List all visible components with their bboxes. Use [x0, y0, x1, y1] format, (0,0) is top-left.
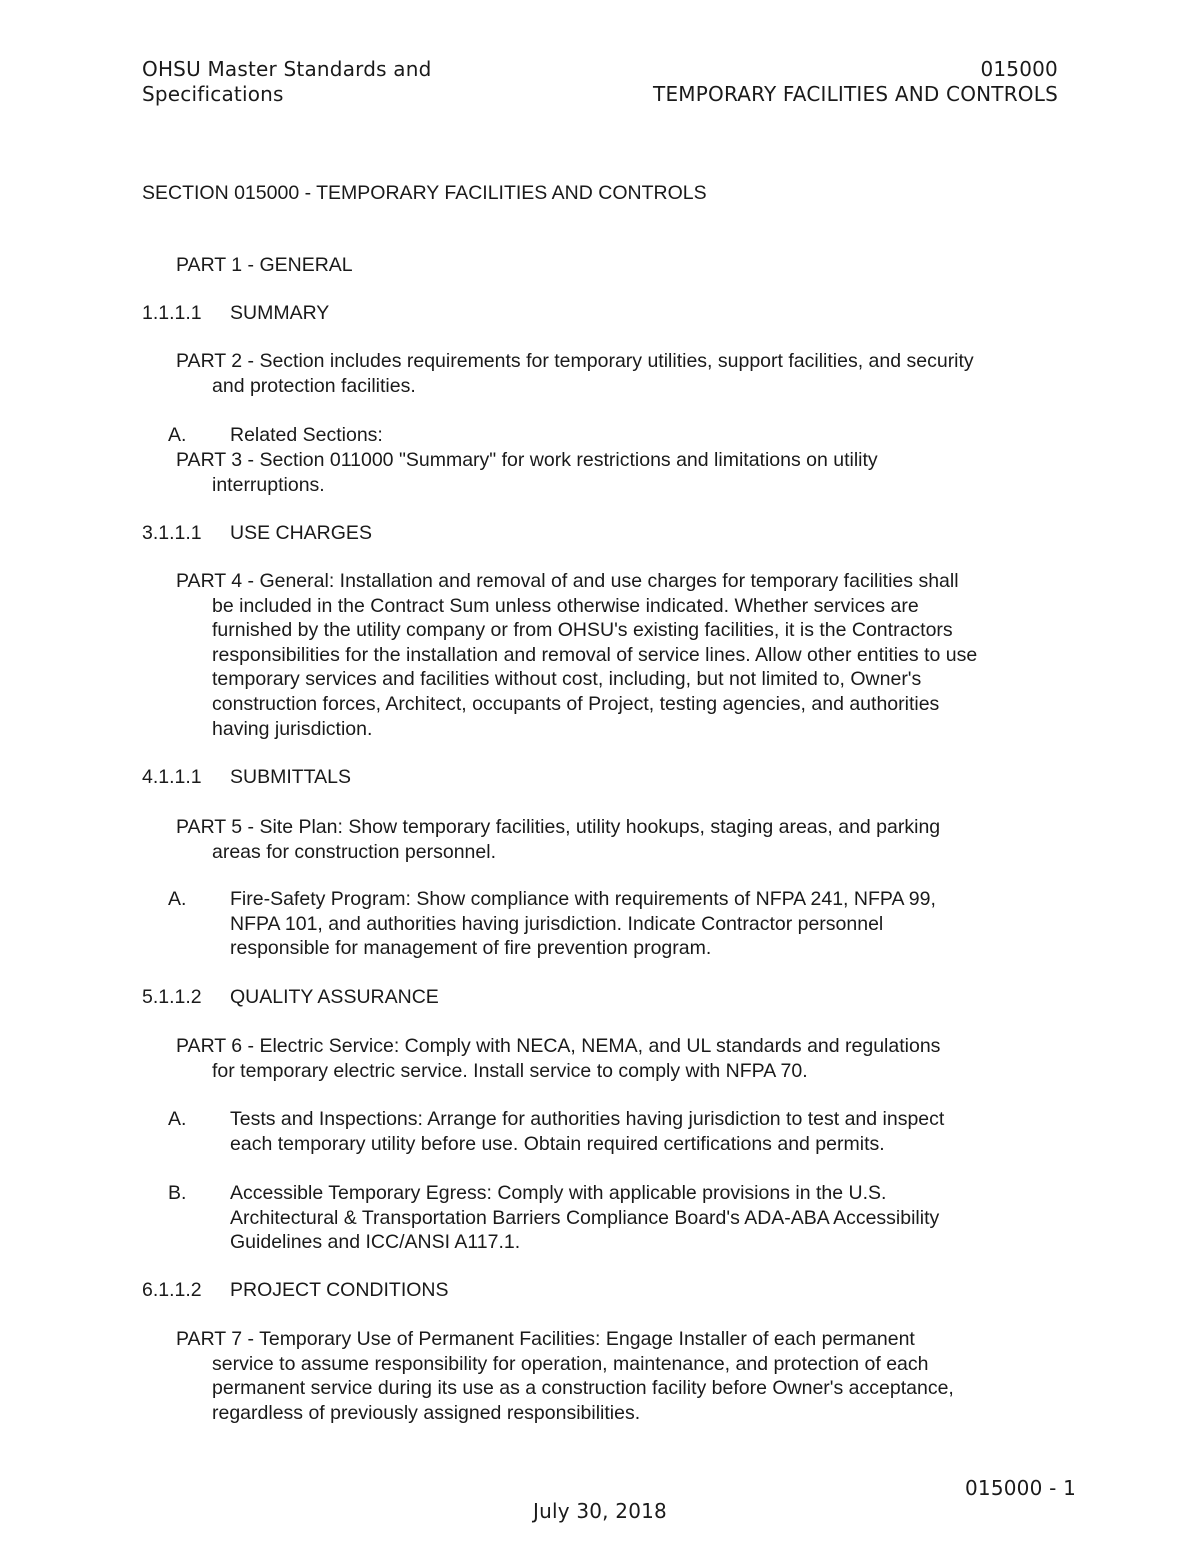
- header-right: [653, 57, 1058, 107]
- fire-safety-item: [0, 887, 1200, 962]
- part-7-paragraph: [176, 1327, 954, 1425]
- article-title: PROJECT CONDITIONS: [230, 1279, 449, 1301]
- footer-date: July 30, 2018: [533, 1499, 667, 1523]
- article-number: 3.1.1.1: [142, 522, 202, 544]
- paragraph-line: Fire-Safety Program: Show compliance with requirements of NFPA 241, NFPA 99,: [230, 888, 936, 910]
- part-2-paragraph: [176, 349, 974, 398]
- article-title: SUBMITTALS: [230, 766, 351, 788]
- paragraph-line: PART 7 - Temporary Use of Permanent Facilities: Engage Installer of each permanent: [176, 1328, 915, 1350]
- article-number: 6.1.1.2: [142, 1279, 202, 1301]
- article-title: SUMMARY: [230, 302, 330, 324]
- part-1-heading: PART 1 - GENERAL: [176, 254, 353, 276]
- paragraph-line: PART 6 - Electric Service: Comply with NECA, NEMA, and UL standards and regulations: [176, 1035, 941, 1057]
- header-section-number: 015000: [980, 57, 1058, 81]
- paragraph-line: PART 3 - Section 011000 "Summary" for work restrictions and limitations on utility: [176, 449, 878, 471]
- paragraph-line: for temporary electric service. Install service to comply with NFPA 70.: [212, 1059, 808, 1082]
- article-heading-submittals: [0, 765, 1200, 790]
- paragraph-line: furnished by the utility company or from OHSU's existing facilities, it is the Contractors: [212, 619, 953, 642]
- paragraph-line: interruptions.: [212, 473, 325, 496]
- page-number: 015000 - 1: [964, 1476, 1076, 1500]
- article-title: QUALITY ASSURANCE: [230, 986, 439, 1008]
- item-text: [230, 1181, 939, 1255]
- item-label: A.: [168, 424, 187, 446]
- article-number: 5.1.1.2: [142, 986, 202, 1008]
- part-3-paragraph: [176, 448, 878, 497]
- article-heading-use-charges: [0, 521, 1200, 546]
- part-4-paragraph: [176, 569, 977, 741]
- item-text: Related Sections:: [230, 424, 383, 446]
- article-heading-summary: [0, 301, 1200, 326]
- article-number: 4.1.1.1: [142, 766, 202, 788]
- paragraph-line: Tests and Inspections: Arrange for authorities having jurisdiction to test and inspect: [230, 1108, 945, 1130]
- paragraph-line: PART 4 - General: Installation and removal of and use charges for temporary facilities shall: [176, 570, 959, 592]
- paragraph-line: NFPA 101, and authorities having jurisdiction. Indicate Contractor personnel: [230, 912, 884, 935]
- paragraph-line: Guidelines and ICC/ANSI A117.1.: [230, 1231, 521, 1254]
- paragraph-line: responsible for management of fire prevention program.: [230, 937, 712, 960]
- paragraph-line: temporary services and facilities without cost, including, but not limited to, Owner's: [212, 668, 922, 691]
- paragraph-line: each temporary utility before use. Obtain required certifications and permits.: [230, 1132, 885, 1155]
- article-number: 1.1.1.1: [142, 302, 202, 324]
- header-doc-type: Specifications: [142, 82, 284, 106]
- tests-inspections-item: [0, 1107, 1200, 1157]
- header-left: [142, 57, 432, 107]
- paragraph-line: be included in the Contract Sum unless otherwise indicated. Whether services are: [212, 594, 919, 617]
- article-heading-quality-assurance: [0, 985, 1200, 1010]
- item-label: A.: [168, 1108, 187, 1130]
- item-text: [230, 1107, 944, 1156]
- paragraph-line: construction forces, Architect, occupants of Project, testing agencies, and authorities: [212, 692, 940, 715]
- accessible-egress-item: [0, 1181, 1200, 1256]
- paragraph-line: responsibilities for the installation and removal of service lines. Allow other entities to use: [212, 643, 978, 666]
- article-title: USE CHARGES: [230, 522, 372, 544]
- article-heading-project-conditions: [0, 1278, 1200, 1303]
- part-5-paragraph: [176, 815, 940, 864]
- section-title: SECTION 015000 - TEMPORARY FACILITIES AND CONTROLS: [142, 182, 707, 204]
- paragraph-line: areas for construction personnel.: [212, 840, 496, 863]
- header-org: OHSU Master Standards and: [142, 57, 432, 81]
- paragraph-line: service to assume responsibility for operation, maintenance, and protection of each: [212, 1352, 929, 1375]
- paragraph-line: PART 5 - Site Plan: Show temporary facilities, utility hookups, staging areas, and parking: [176, 816, 941, 838]
- paragraph-line: PART 2 - Section includes requirements for temporary utilities, support facilities, and security: [176, 350, 974, 372]
- item-label: B.: [168, 1182, 187, 1204]
- related-sections-item: [0, 423, 1200, 448]
- paragraph-line: and protection facilities.: [212, 374, 416, 397]
- paragraph-line: permanent service during its use as a construction facility before Owner's acceptance,: [212, 1377, 954, 1400]
- item-label: A.: [168, 888, 187, 910]
- paragraph-line: having jurisdiction.: [212, 717, 373, 740]
- paragraph-line: Architectural & Transportation Barriers Compliance Board's ADA-ABA Accessibility: [230, 1206, 940, 1229]
- paragraph-line: Accessible Temporary Egress: Comply with applicable provisions in the U.S.: [230, 1182, 887, 1204]
- paragraph-line: regardless of previously assigned responsibilities.: [212, 1401, 641, 1424]
- header-section-name: TEMPORARY FACILITIES AND CONTROLS: [653, 82, 1058, 106]
- part-6-paragraph: [176, 1034, 940, 1083]
- item-text: [230, 887, 936, 961]
